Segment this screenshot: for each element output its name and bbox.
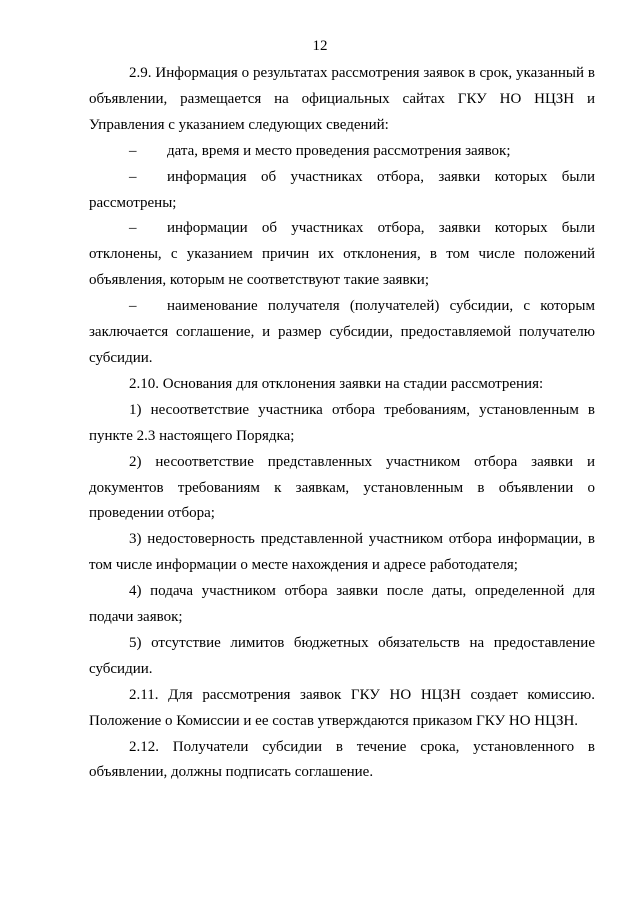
reason-3: 3) недостоверность представленной участником отбора информации, в том числе информации о месте нахождения и адресе работодателя;: [89, 531, 595, 574]
dash-marker: –: [129, 142, 137, 159]
dash-marker: –: [129, 168, 137, 185]
reason-4: 4) подача участником отбора заявки после даты, определенной для подачи заявок;: [89, 583, 595, 626]
dash-marker: –: [129, 220, 137, 237]
list-item-recipient: [89, 294, 595, 372]
page-number: 12: [312, 38, 328, 54]
list-item-participants-rejected: [89, 216, 595, 294]
paragraph-2-12: 2.12. Получатели субсидии в течение срока, установленного в объявлении, должны подписать соглашение.: [89, 738, 595, 781]
paragraph-2-9: 2.9. Информация о результатах рассмотрения заявок в срок, указанный в объявлении, размещается на официальных сайтах ГКУ НО НЦЗН и Управления с указанием следующих сведений:: [89, 65, 595, 133]
list-item-date: [89, 139, 595, 165]
dash-marker: –: [129, 298, 137, 315]
list-item-text: информации об участниках отбора, заявки которых были отклонены, с указанием причин их отклонения, в том числе положений объявления, которым не соответствуют такие заявки;: [89, 220, 595, 289]
paragraph-2-11: 2.11. Для рассмотрения заявок ГКУ НО НЦЗН создает комиссию. Положение о Комиссии и ее состав утверждаются приказом ГКУ НО НЦЗН.: [89, 686, 595, 729]
reason-2: 2) несоответствие представленных участником отбора заявки и документов требованиям к заявкам, установленным в объявлении о проведении отбора;: [89, 453, 595, 522]
list-item-text: наименование получателя (получателей) субсидии, с которым заключается соглашение, и размер субсидии, предоставляемой получателю субсидии.: [89, 298, 595, 366]
reason-1: 1) несоответствие участника отбора требованиям, установленным в пункте 2.3 настоящего Порядка;: [89, 401, 595, 444]
paragraph-2-10: 2.10. Основания для отклонения заявки на стадии рассмотрения:: [129, 375, 544, 392]
list-item-text: информация об участниках отбора, заявки которых были рассмотрены;: [89, 168, 595, 211]
document-body: [89, 61, 595, 786]
list-item-text: дата, время и место проведения рассмотрения заявок;: [167, 142, 511, 159]
list-item-participants-reviewed: [89, 165, 595, 217]
reason-5: 5) отсутствие лимитов бюджетных обязательств на предоставление субсидии.: [89, 634, 595, 677]
